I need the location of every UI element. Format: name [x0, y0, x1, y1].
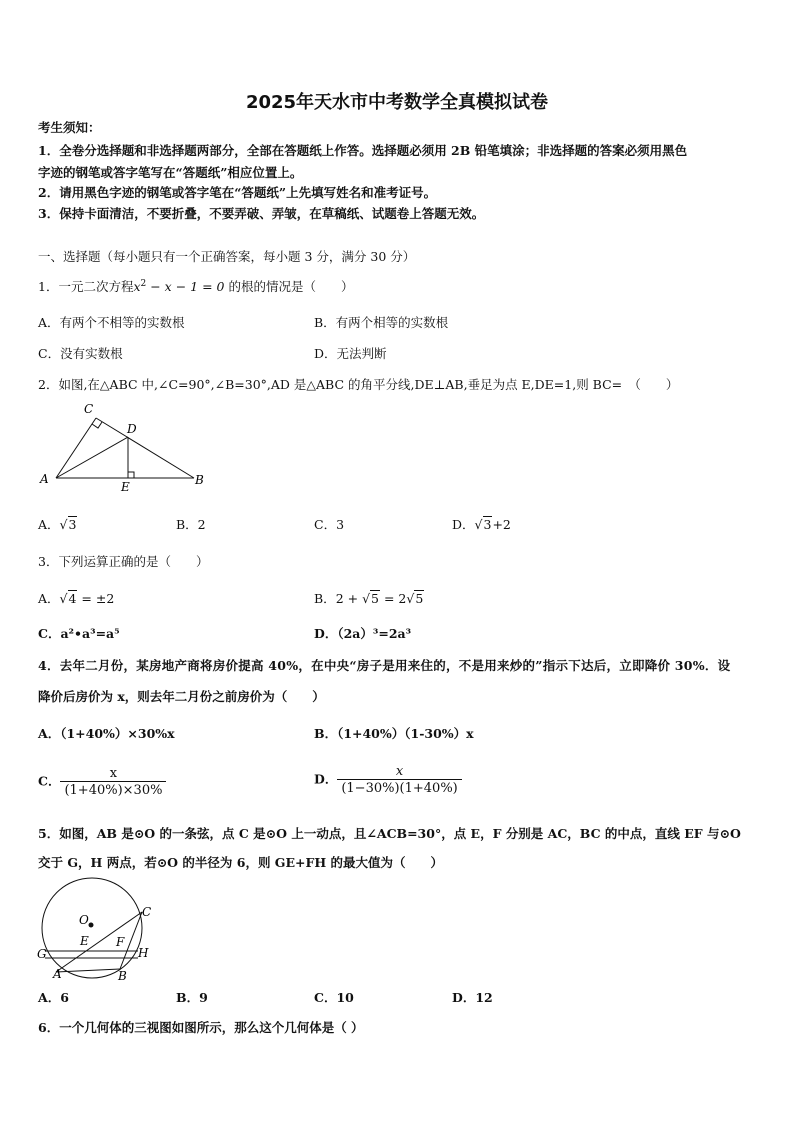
question-3-option-a[interactable]: A．√4 = ±2 — [38, 591, 115, 606]
option-b-mid: = 2 — [379, 591, 407, 606]
option-d-suffix: +2 — [492, 517, 511, 532]
question-5-option-d[interactable]: D．12 — [452, 990, 493, 1005]
question-2-stem: 2．如图,在△ABC 中,∠C=90°,∠B=30°,AD 是△ABC 的角平分线,DE⊥AB,垂足为点 E,DE=1,则 BC= （ ） — [38, 377, 679, 392]
option-b-prefix: B． — [314, 591, 336, 606]
question-2-triangle-figure — [36, 398, 211, 493]
notice-item-1-line-1: 1．全卷分选择题和非选择题两部分，全部在答题纸上作答。选择题必须用 2B 铅笔填涂；非选择题的答案必须用黑色 — [38, 143, 688, 158]
question-5-option-c[interactable]: C．10 — [314, 990, 354, 1005]
question-1-equation-rest: − x − 1 = 0 — [146, 279, 225, 294]
figure-label-g: G — [37, 947, 47, 961]
question-1-option-d[interactable]: D．无法判断 — [314, 346, 387, 361]
option-d-prefix: D． — [452, 517, 475, 532]
option-d-prefix: D． — [314, 771, 338, 787]
figure-label-b: B — [195, 473, 204, 487]
notice-heading: 考生须知： — [38, 120, 101, 135]
question-5-circle-figure — [34, 876, 164, 986]
question-1-equation-exponent: 2 — [140, 278, 147, 289]
option-c-numerator: x — [109, 766, 118, 781]
question-1-option-c[interactable]: C．没有实数根 — [38, 346, 123, 361]
question-3-stem: 3．下列运算正确的是（ ） — [38, 554, 209, 569]
question-1-stem — [38, 277, 353, 295]
option-d-numerator: x — [395, 764, 404, 779]
section-heading: 一、选择题（每小题只有一个正确答案，每小题 3 分，满分 30 分） — [38, 249, 416, 264]
option-b-pre: 2 + — [335, 591, 363, 606]
question-4-line-2: 降价后房价为 x，则去年二月份之前房价为（ ） — [38, 689, 325, 704]
figure-label-c: C — [142, 905, 152, 919]
question-1-option-b[interactable]: B．有两个相等的实数根 — [314, 315, 449, 330]
question-2-option-a[interactable]: A．√3 — [38, 517, 77, 532]
figure-label-f: F — [116, 935, 125, 949]
question-2-option-c[interactable]: C．3 — [314, 517, 345, 532]
option-b-radicand-1: 5 — [371, 591, 379, 606]
figure-label-a: A — [53, 967, 62, 981]
question-3-option-b[interactable]: B．2 + √5 = 2√5 — [314, 591, 424, 606]
option-d-denominator: (1−30%)(1+40%) — [337, 779, 461, 796]
question-2-option-d[interactable]: D．√3+2 — [452, 517, 511, 532]
notice-item-3: 3．保持卡面清洁，不要折叠，不要弄破、弄皱，在草稿纸、试题卷上答题无效。 — [38, 206, 485, 221]
notice-item-1-line-2: 字迹的钢笔或答字笔写在“答题纸”相应位置上。 — [38, 165, 303, 180]
option-c-denominator: (1+40%)×30% — [60, 781, 166, 798]
figure-label-e: E — [80, 934, 89, 948]
option-a-prefix: A． — [38, 591, 60, 606]
question-5-line-2: 交于 G，H 两点，若⊙O 的半径为 6，则 GE+FH 的最大值为（ ） — [38, 855, 444, 870]
question-4-option-d[interactable] — [314, 764, 462, 796]
question-1-suffix: 的根的情况是（ ） — [224, 279, 354, 294]
option-c-prefix: C． — [38, 773, 61, 789]
figure-label-d: D — [127, 422, 137, 436]
question-4-option-c[interactable] — [38, 766, 166, 798]
figure-label-e: E — [121, 480, 130, 493]
figure-label-h: H — [138, 946, 149, 960]
figure-label-b: B — [118, 969, 127, 983]
question-5-option-b[interactable]: B．9 — [176, 990, 208, 1005]
option-b-radicand-2: 5 — [415, 591, 424, 606]
question-5-option-a[interactable]: A．6 — [38, 990, 69, 1005]
question-4-option-b[interactable]: B．（1+40%）（1-30%）x — [314, 726, 474, 741]
option-a-suffix: = ±2 — [77, 591, 115, 606]
figure-label-o: O — [79, 913, 89, 927]
page-title: 2025年天水市中考数学全真模拟试卷 — [245, 92, 549, 113]
figure-label-a: A — [40, 472, 49, 486]
figure-label-c: C — [84, 402, 94, 416]
question-3-option-c[interactable]: C．a²•a³=a⁵ — [38, 626, 120, 641]
option-a-prefix: A． — [38, 517, 60, 532]
option-a-radicand: 3 — [68, 517, 77, 532]
option-a-radicand: 4 — [68, 591, 77, 606]
question-2-option-b[interactable]: B．2 — [176, 517, 206, 532]
question-1-equation-x: x — [133, 279, 141, 294]
option-d-radicand: 3 — [483, 517, 492, 532]
option-c-fraction — [60, 766, 166, 798]
question-5-line-1: 5．如图，AB 是⊙O 的一条弦，点 C 是⊙O 上一动点，且∠ACB=30°，点 E，F 分别是 AC，BC 的中点，直线 EF 与⊙O — [38, 826, 741, 841]
question-1-prefix: 1．一元二次方程 — [38, 279, 134, 294]
option-d-fraction — [337, 764, 461, 796]
question-1-option-a[interactable]: A．有两个不相等的实数根 — [38, 315, 185, 330]
question-3-option-d[interactable]: D．（2a）³=2a³ — [314, 626, 412, 641]
question-4-line-1: 4．去年二月份，某房地产商将房价提高 40%，在中央“房子是用来住的，不是用来炒的”指示下达后，立即降价 30%．设 — [38, 658, 731, 673]
notice-item-2: 2．请用黑色字迹的钢笔或答字笔在“答题纸”上先填写姓名和准考证号。 — [38, 185, 437, 200]
question-6-stem: 6．一个几何体的三视图如图所示，那么这个几何体是（ ） — [38, 1020, 364, 1035]
question-4-option-a[interactable]: A．（1+40%）×30%x — [38, 726, 175, 741]
